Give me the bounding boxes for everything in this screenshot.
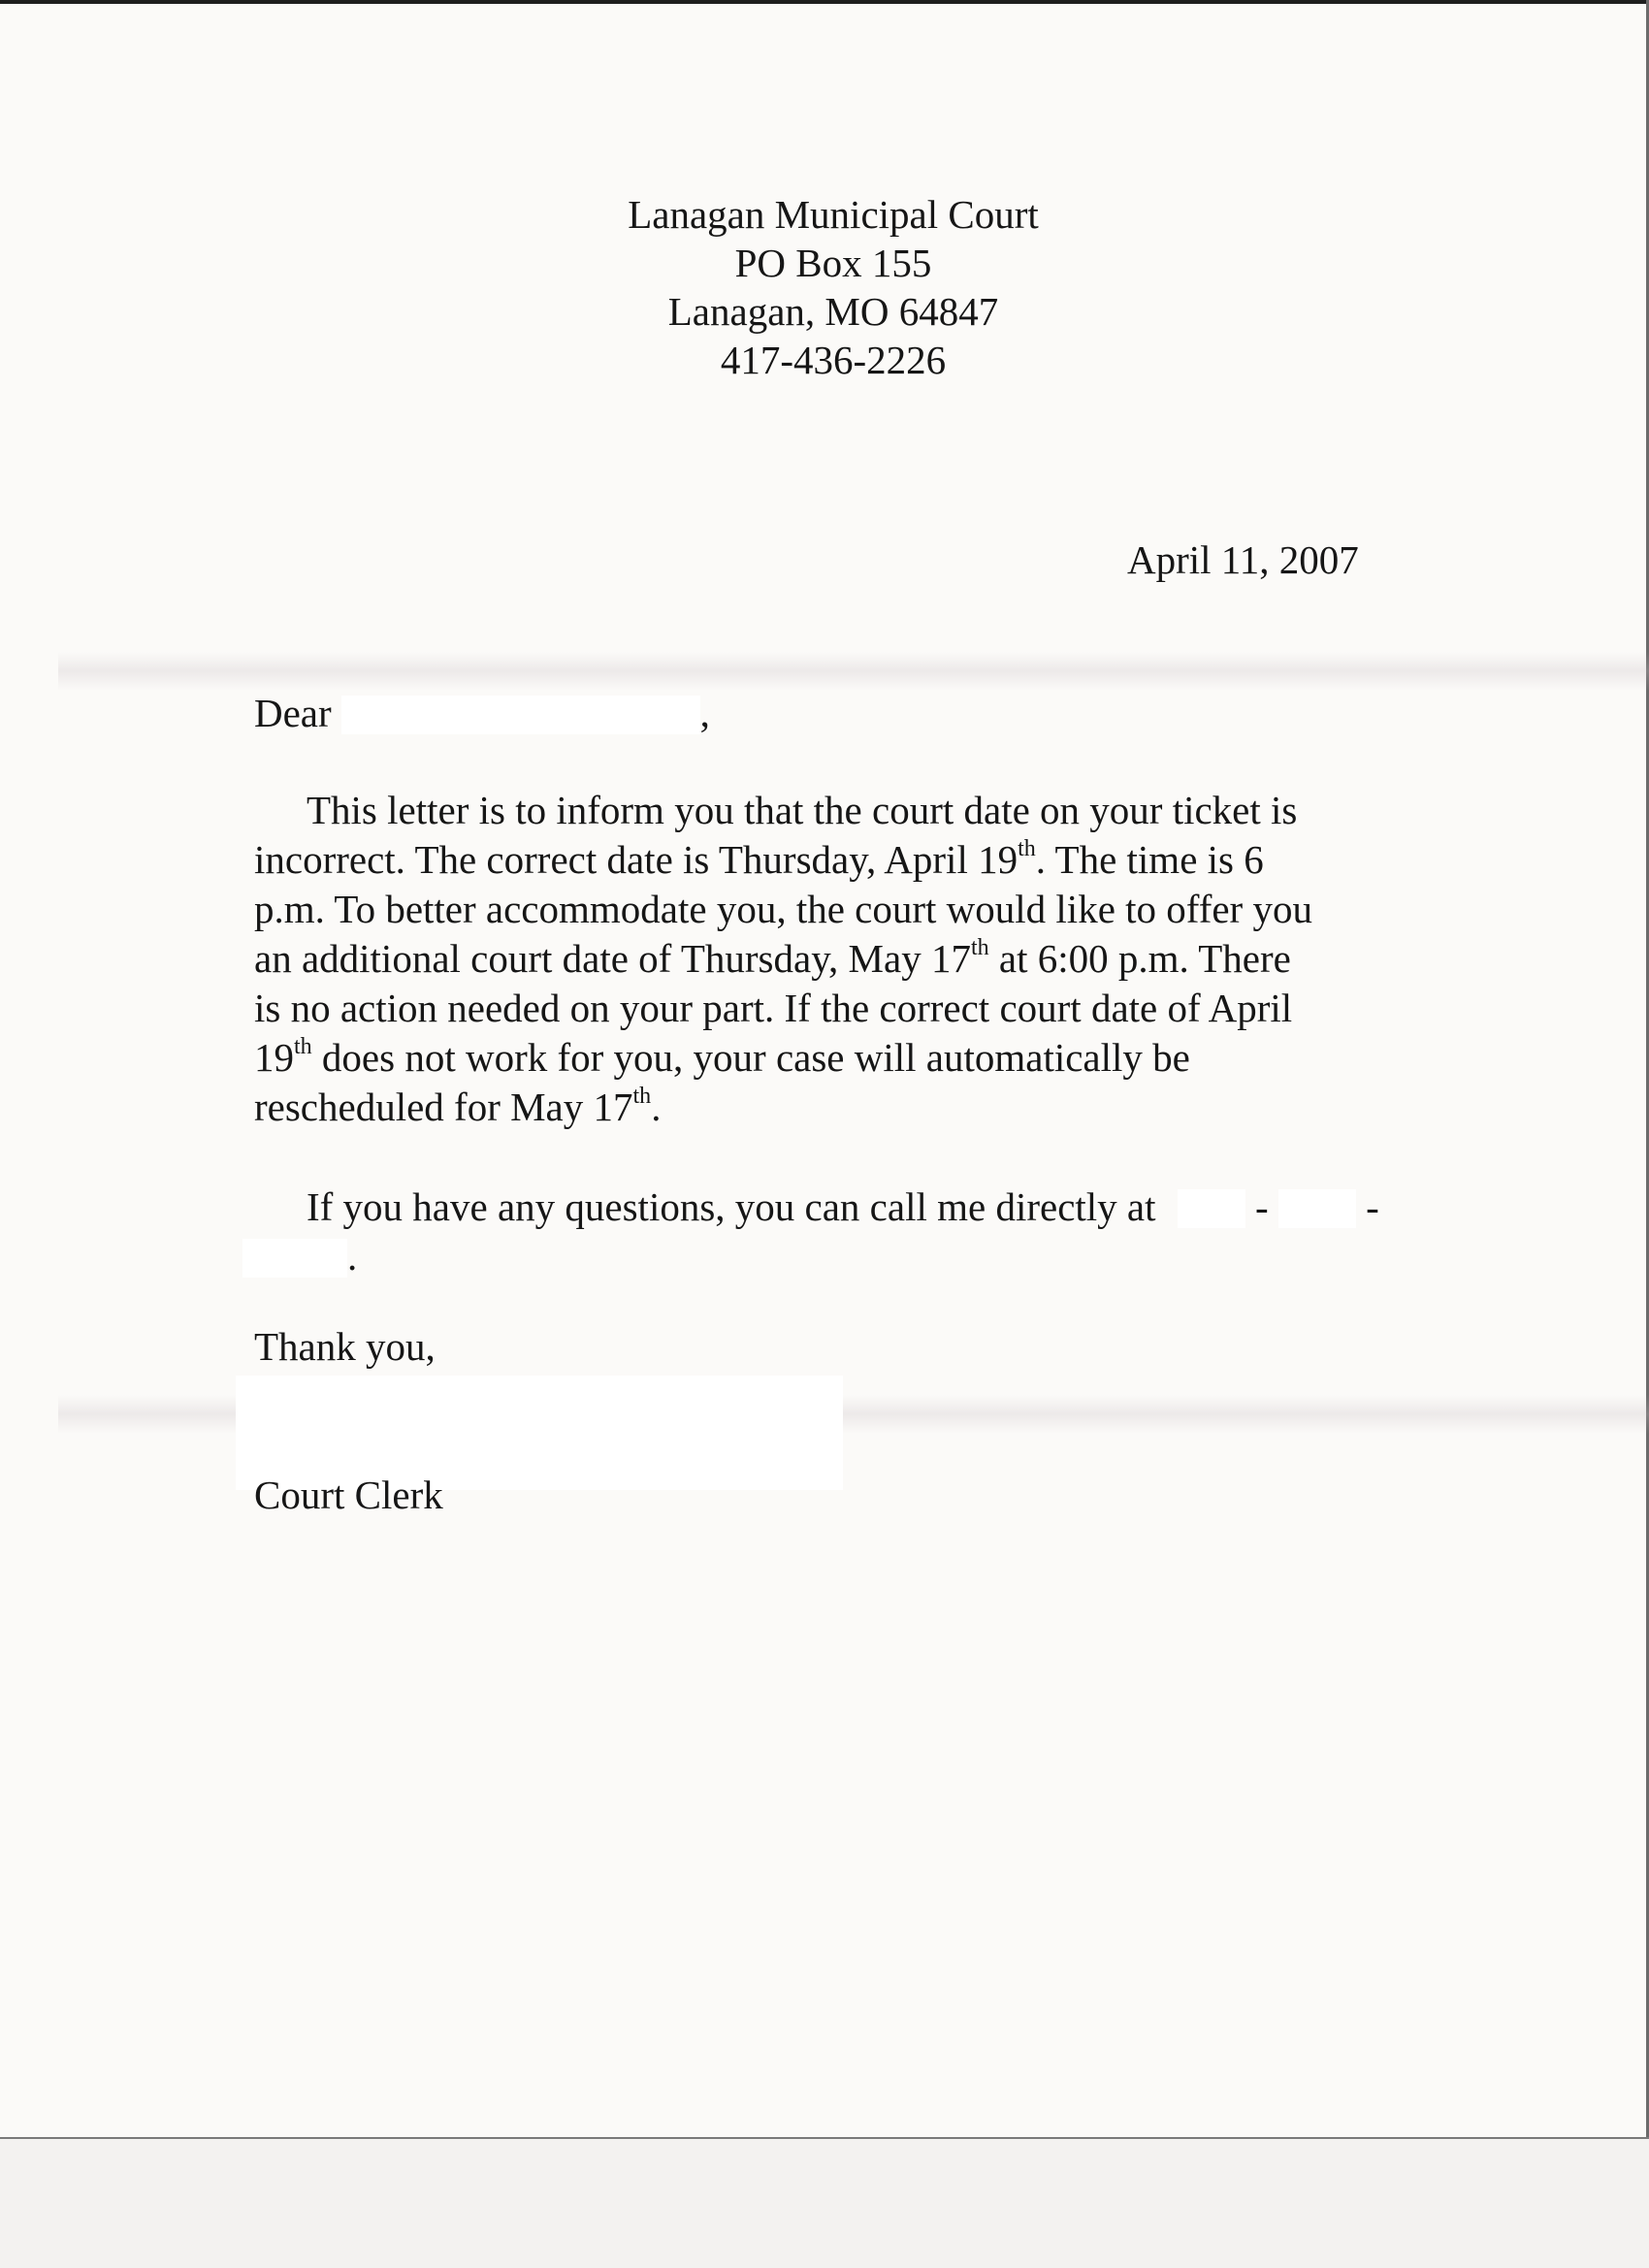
body-line: is no action needed on your part. If the correct court date of April [254,986,1293,1030]
redacted-recipient-name [341,696,700,734]
redacted-phone-line [242,1239,347,1278]
body-line [254,835,1264,884]
page-top-edge [0,0,1649,4]
ordinal-suffix: th [970,935,989,960]
phone-dash: - [1366,1184,1379,1229]
letter-date: April 11, 2007 [1127,537,1359,582]
body-text: . [651,1085,662,1129]
city-state-zip: Lanagan, MO 64847 [667,289,999,334]
salutation-prefix: Dear [254,691,332,735]
salutation [254,689,710,737]
body-text: rescheduled for May 17 [254,1085,633,1129]
paper-fold-crease [58,652,1649,691]
closing: Thank you, [254,1324,436,1369]
body-text: does not work for you, your case will automatically be [311,1035,1190,1080]
body-line [254,1232,357,1280]
body-line [307,1183,1379,1231]
letterhead [0,190,1649,384]
body-text: at 6:00 p.m. There [988,936,1291,981]
salutation-comma: , [699,691,710,735]
po-box: PO Box 155 [734,241,932,285]
body-line [254,1083,661,1131]
body-text: If you have any questions, you can call me directly at [307,1184,1156,1229]
body-line: This letter is to inform you that the court date on your ticket is [307,788,1298,832]
phone-dash: - [1255,1184,1269,1229]
body-line [254,934,1291,983]
court-name: Lanagan Municipal Court [628,192,1039,237]
ordinal-suffix: th [294,1034,312,1059]
body-text: an additional court date of Thursday, May 17 [254,936,971,981]
body-text: . The time is 6 [1035,837,1264,882]
body-line: p.m. To better accommodate you, the court would like to offer you [254,887,1312,931]
ordinal-suffix: th [632,1084,652,1109]
signature-title: Court Clerk [254,1473,443,1517]
court-phone: 417-436-2226 [720,338,947,382]
body-text: 19 [254,1035,294,1080]
body-line [254,1033,1190,1082]
scanner-bed-margin [0,2139,1649,2268]
body-text: incorrect. The correct date is Thursday, April 19 [254,837,1018,882]
redacted-phone-prefix [1278,1189,1356,1228]
sentence-end: . [347,1234,358,1279]
redacted-phone-area [1178,1189,1245,1228]
ordinal-suffix: th [1018,836,1036,861]
